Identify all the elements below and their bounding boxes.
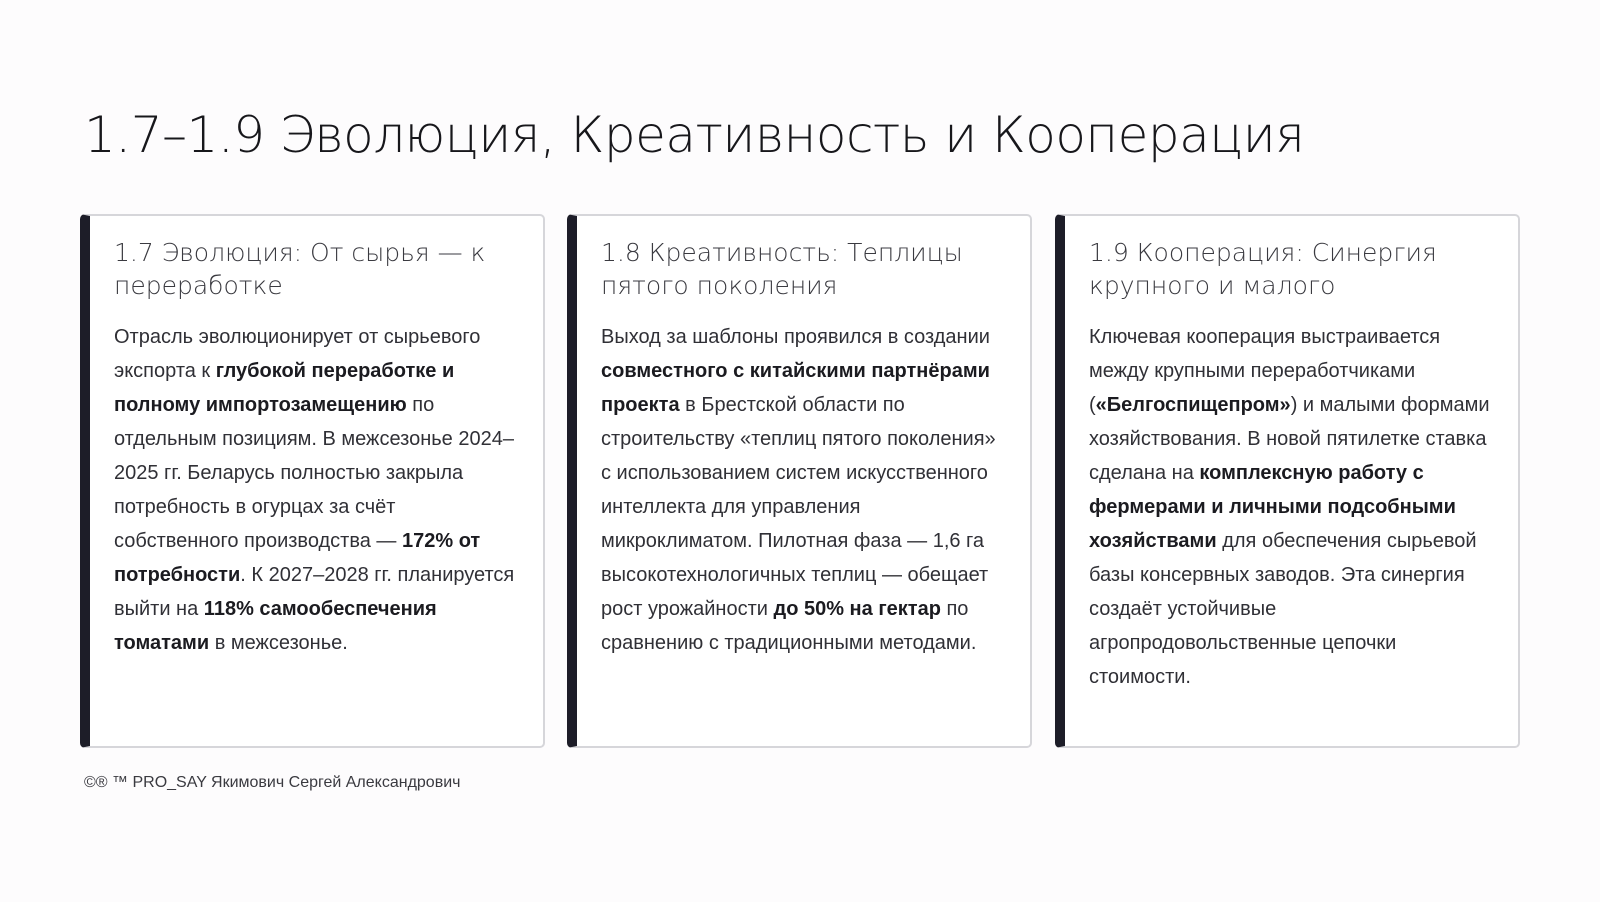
body-text: Отрасль эволюционирует от сырьевого экспорта к — [114, 326, 481, 382]
body-text: ) и малыми формами хозяйствования. В новой пятилетке ставка сделана на — [1089, 394, 1490, 484]
card-title: 1.8 Креативность: Теплицы пятого поколения — [601, 238, 963, 300]
emphasis-text: до 50% на гектар — [773, 598, 941, 620]
body-text: в Брестской области по строительству «теплиц пятого поколения» с использованием систем искусственного интеллекта для управления микроклиматом. Пилотная фаза — 1,6 га высокотехнологичных теплиц — обещает рост урожайности — [601, 394, 996, 620]
card-body — [1089, 320, 1494, 694]
body-text: Выход за шаблоны проявился в создании — [601, 326, 990, 348]
copyright-footer: ©® ™ PRO_SAY Якимович Сергей Александрович — [84, 774, 461, 791]
card-creativity — [567, 214, 1032, 748]
emphasis-text: «Белгоспищепром» — [1095, 394, 1291, 416]
body-text: в межсезонье. — [209, 632, 348, 654]
card-cooperation — [1055, 214, 1520, 748]
emphasis-text: 172% от потребности — [114, 530, 481, 586]
card-title: 1.7 Эволюция: От сырья — к переработке — [114, 238, 486, 300]
cards-row — [80, 214, 1520, 750]
body-text: для обеспечения сырьевой базы консервных заводов. Эта синергия создаёт устойчивые агропродовольственные цепочки стоимости. — [1089, 530, 1477, 688]
emphasis-text: совместного с китайскими партнёрами проекта — [601, 360, 990, 416]
emphasis-text: глубокой переработке и полному импортозамещению — [114, 360, 455, 416]
emphasis-text: комплексную работу с фермерами и личными подсобными хозяйствами — [1089, 462, 1456, 552]
card-body — [601, 320, 1006, 660]
body-text: по отдельным позициям. В межсезонье 2024–2025 гг. Беларусь полностью закрыла потребность в огурцах за счёт собственного производства — — [114, 394, 514, 552]
card-title: 1.9 Кооперация: Синергия крупного и малого — [1089, 238, 1437, 300]
card-evolution — [80, 214, 545, 748]
card-body — [114, 320, 519, 660]
page-title: 1.7–1.9 Эволюция, Креативность и Кооперация — [84, 106, 1305, 164]
emphasis-text: 118% самообеспечения томатами — [114, 598, 437, 654]
body-text: по сравнению с традиционными методами. — [601, 598, 977, 654]
body-text: Ключевая кооперация выстраивается между крупными переработчиками ( — [1089, 326, 1441, 416]
body-text: . К 2027–2028 гг. планируется выйти на — [114, 564, 515, 620]
